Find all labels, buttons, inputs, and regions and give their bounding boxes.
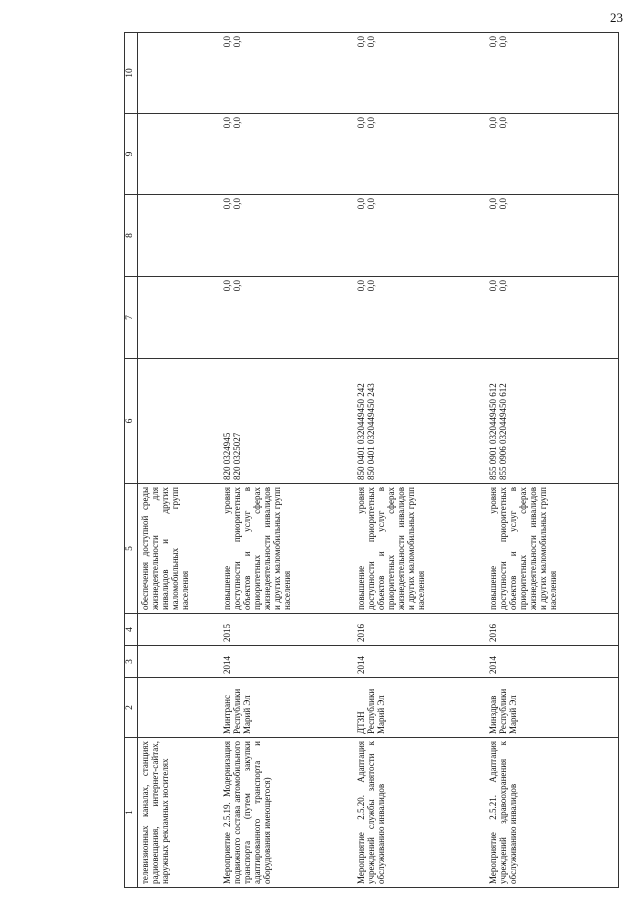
value: 0,0 bbox=[222, 198, 232, 210]
measure-name: Мероприятие 2.5.21. Адаптация учреждений здравоохранения к обслуживанию инвалидов bbox=[486, 738, 619, 888]
measure-name: Мероприятие 2.5.19. Модернизация подвижного состава автомобильного транспорта (путем закупки адаптированного транспорта и оборудования имеющегося) bbox=[220, 738, 354, 888]
page-number: 23 bbox=[610, 10, 623, 25]
value: 0,0 bbox=[356, 198, 366, 210]
budget-codes bbox=[220, 359, 354, 484]
value-col-10 bbox=[220, 33, 354, 114]
year-start bbox=[138, 646, 221, 678]
column-header: 2 bbox=[125, 678, 138, 738]
value: 0,0 bbox=[366, 36, 377, 48]
value-col-9 bbox=[354, 114, 486, 195]
program-measures-table bbox=[124, 32, 619, 888]
year-end bbox=[138, 614, 221, 646]
value-col-9 bbox=[138, 114, 221, 195]
value-col-8 bbox=[354, 195, 486, 277]
value: 0,0 bbox=[222, 117, 232, 129]
executor: Минздрав Республики Марий Эл bbox=[486, 678, 619, 738]
budget-code: 850 0401 0320449450 242 bbox=[356, 383, 366, 480]
value-col-9 bbox=[486, 114, 619, 195]
value: 0,0 bbox=[488, 117, 498, 129]
executor bbox=[138, 678, 221, 738]
value: 0,0 bbox=[232, 36, 243, 48]
year-end: 2016 bbox=[354, 614, 486, 646]
budget-code: 850 0401 0320449450 243 bbox=[366, 383, 377, 480]
rotated-table-container bbox=[124, 33, 639, 888]
value: 0,0 bbox=[232, 117, 243, 129]
value: 0,0 bbox=[222, 280, 232, 292]
column-header: 7 bbox=[125, 277, 138, 359]
budget-code: 855 0901 0320449450 612 bbox=[488, 383, 498, 480]
value: 0,0 bbox=[232, 198, 243, 210]
value: 0,0 bbox=[488, 36, 498, 48]
expected-result: повышение уровня доступности приоритетных объектов и услуг в приоритетных сферах жизнедеятельности инвалидов и других маломобильных групп населения bbox=[220, 484, 354, 614]
column-header: 8 bbox=[125, 195, 138, 277]
value: 0,0 bbox=[222, 36, 232, 48]
executor: Минтранс Республики Марий Эл bbox=[220, 678, 354, 738]
value-col-7 bbox=[354, 277, 486, 359]
measure-name: телевизионных каналах, станциях радиовещания, интернет-сайтах, наружных рекламных носителях bbox=[138, 738, 221, 888]
measure-name: Мероприятие 2.5.20. Адаптация учреждений службы занятости к обслуживанию инвалидов bbox=[354, 738, 486, 888]
column-header: 6 bbox=[125, 359, 138, 484]
value-col-8 bbox=[138, 195, 221, 277]
value: 0,0 bbox=[366, 198, 377, 210]
value: 0,0 bbox=[488, 198, 498, 210]
table-row bbox=[354, 33, 486, 888]
column-header: 9 bbox=[125, 114, 138, 195]
value: 0,0 bbox=[356, 36, 366, 48]
table-row bbox=[486, 33, 619, 888]
value-col-7 bbox=[486, 277, 619, 359]
value-col-8 bbox=[486, 195, 619, 277]
column-header: 4 bbox=[125, 614, 138, 646]
budget-codes bbox=[486, 359, 619, 484]
column-header: 1 bbox=[125, 738, 138, 888]
year-end: 2016 bbox=[486, 614, 619, 646]
value: 0,0 bbox=[498, 36, 509, 48]
column-number-row bbox=[125, 33, 138, 888]
value-col-9 bbox=[220, 114, 354, 195]
value-col-7 bbox=[220, 277, 354, 359]
value: 0,0 bbox=[498, 280, 509, 292]
year-start: 2014 bbox=[354, 646, 486, 678]
column-header: 5 bbox=[125, 484, 138, 614]
budget-code: 820 0325027 bbox=[232, 432, 243, 480]
value: 0,0 bbox=[366, 117, 377, 129]
expected-result: повышение уровня доступности приоритетных объектов и услуг в приоритетных сферах жизнедеятельности инвалидов и других маломобильных групп населения bbox=[486, 484, 619, 614]
budget-code: 855 0906 0320449450 612 bbox=[498, 383, 509, 480]
year-end: 2015 bbox=[220, 614, 354, 646]
value-col-10 bbox=[354, 33, 486, 114]
value-col-8 bbox=[220, 195, 354, 277]
value-col-7 bbox=[138, 277, 221, 359]
value: 0,0 bbox=[356, 117, 366, 129]
budget-code: 820 0324945 bbox=[222, 432, 232, 480]
table-row bbox=[138, 33, 221, 888]
value: 0,0 bbox=[498, 198, 509, 210]
value: 0,0 bbox=[232, 280, 243, 292]
budget-codes bbox=[138, 359, 221, 484]
expected-result: обеспечения доступной среды жизнедеятельности для инвалидов и других маломобильных групп населения bbox=[138, 484, 221, 614]
value: 0,0 bbox=[366, 280, 377, 292]
year-start: 2014 bbox=[220, 646, 354, 678]
executor: ДТЗН Республики Марий Эл bbox=[354, 678, 486, 738]
value-col-10 bbox=[486, 33, 619, 114]
year-start: 2014 bbox=[486, 646, 619, 678]
column-header: 3 bbox=[125, 646, 138, 678]
column-header: 10 bbox=[125, 33, 138, 114]
value: 0,0 bbox=[356, 280, 366, 292]
expected-result: повышение уровня доступности приоритетных объектов и услуг в приоритетных сферах жизнедеятельности инвалидов и других маломобильных групп населения bbox=[354, 484, 486, 614]
table-row bbox=[220, 33, 354, 888]
value: 0,0 bbox=[488, 280, 498, 292]
budget-codes bbox=[354, 359, 486, 484]
value-col-10 bbox=[138, 33, 221, 114]
value: 0,0 bbox=[498, 117, 509, 129]
